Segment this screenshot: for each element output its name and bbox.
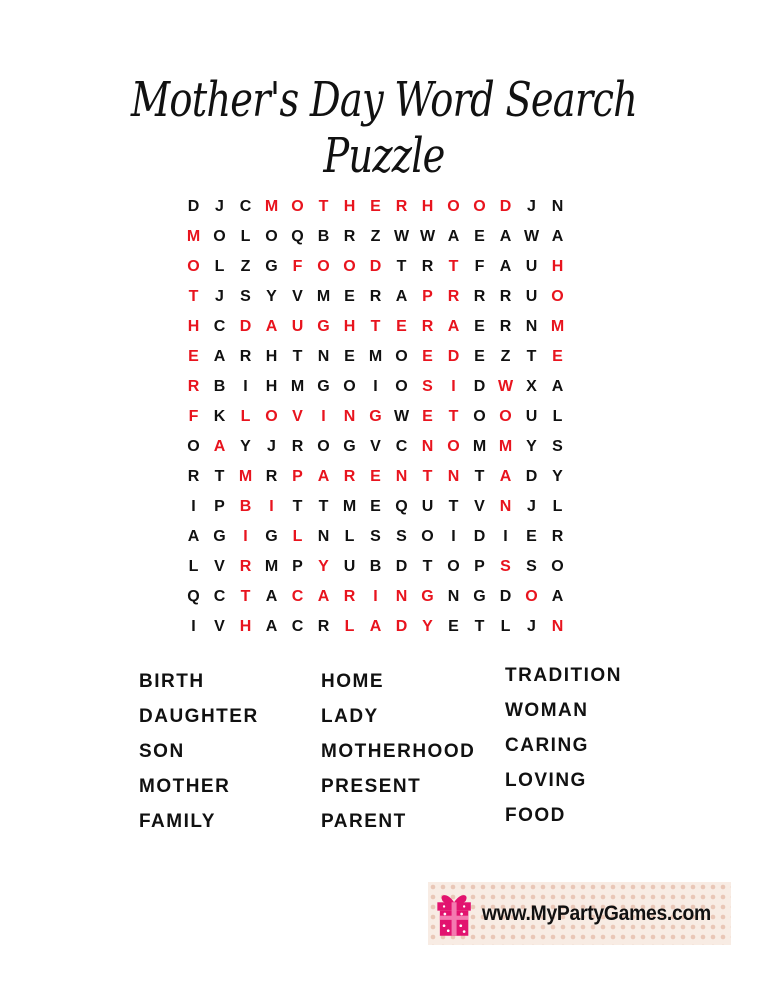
grid-letter-highlighted: T — [240, 588, 252, 605]
grid-letter-highlighted: D — [369, 258, 383, 275]
grid-letter-highlighted: B — [239, 498, 253, 515]
grid-letter: N — [317, 528, 331, 545]
grid-letter: D — [473, 528, 487, 545]
grid-letter-highlighted: Y — [318, 558, 330, 575]
grid-letter-highlighted: O — [265, 408, 279, 425]
grid-letter: T — [292, 348, 304, 365]
grid-letter-highlighted: M — [550, 318, 566, 335]
grid-row — [181, 252, 571, 282]
grid-letter: Z — [370, 228, 382, 245]
grid-letter-highlighted: W — [497, 378, 515, 395]
grid-letter: G — [213, 528, 227, 545]
grid-letter-highlighted: D — [239, 318, 253, 335]
grid-letter: S — [370, 528, 382, 545]
grid-letter: G — [265, 258, 279, 275]
grid-letter: E — [474, 228, 486, 245]
word-item: FAMILY — [139, 811, 216, 832]
word-list-column-1 — [139, 668, 259, 843]
grid-row — [181, 462, 571, 492]
grid-letter: I — [191, 618, 197, 635]
website-banner[interactable] — [428, 882, 731, 945]
grid-letter: C — [291, 618, 305, 635]
grid-letter: T — [448, 498, 460, 515]
grid-letter: S — [240, 288, 252, 305]
grid-letter: G — [343, 438, 357, 455]
grid-letter: F — [474, 258, 486, 275]
grid-letter-highlighted: P — [422, 288, 434, 305]
grid-letter-highlighted: N — [395, 588, 409, 605]
grid-letter-highlighted: E — [370, 198, 382, 215]
grid-row — [181, 582, 571, 612]
grid-letter-highlighted: H — [421, 198, 435, 215]
grid-letter-highlighted: M — [238, 468, 254, 485]
grid-letter: O — [343, 378, 357, 395]
grid-letter: D — [525, 468, 539, 485]
grid-row — [181, 342, 571, 372]
word-item: FOOD — [505, 805, 566, 826]
grid-row — [181, 192, 571, 222]
grid-letter: U — [525, 258, 539, 275]
grid-letter: A — [499, 258, 513, 275]
grid-letter: E — [344, 348, 356, 365]
grid-row — [181, 402, 571, 432]
grid-letter: V — [214, 618, 226, 635]
grid-letter: V — [214, 558, 226, 575]
grid-letter: G — [265, 528, 279, 545]
grid-letter: M — [472, 438, 488, 455]
grid-letter: R — [187, 468, 201, 485]
grid-letter: U — [343, 558, 357, 575]
grid-letter: L — [500, 618, 512, 635]
grid-letter: M — [290, 378, 306, 395]
grid-letter-highlighted: M — [186, 228, 202, 245]
grid-letter-highlighted: A — [369, 618, 383, 635]
grid-letter-highlighted: E — [370, 468, 382, 485]
word-item: WOMAN — [505, 700, 589, 721]
grid-letter: T — [292, 498, 304, 515]
grid-letter: O — [187, 438, 201, 455]
grid-letter-highlighted: S — [422, 378, 434, 395]
grid-letter: L — [552, 498, 564, 515]
grid-letter-highlighted: M — [264, 198, 280, 215]
puzzle-title: Mother's Day Word Search Puzzle — [130, 72, 638, 184]
grid-letter: A — [551, 378, 565, 395]
grid-letter: O — [551, 558, 565, 575]
grid-letter: E — [526, 528, 538, 545]
grid-row — [181, 372, 571, 402]
grid-letter-highlighted: D — [395, 618, 409, 635]
grid-letter: J — [527, 198, 537, 215]
grid-letter-highlighted: N — [395, 468, 409, 485]
grid-letter: O — [265, 228, 279, 245]
grid-row — [181, 282, 571, 312]
grid-letter-highlighted: I — [269, 498, 275, 515]
grid-row — [181, 522, 571, 552]
grid-letter-highlighted: A — [447, 318, 461, 335]
grid-letter: O — [395, 378, 409, 395]
grid-letter: J — [215, 198, 225, 215]
grid-letter: D — [187, 198, 201, 215]
grid-letter-highlighted: R — [343, 588, 357, 605]
grid-letter-highlighted: M — [498, 438, 514, 455]
grid-letter: T — [526, 348, 538, 365]
grid-letter-highlighted: E — [422, 408, 434, 425]
grid-letter-highlighted: T — [318, 198, 330, 215]
grid-letter-highlighted: R — [239, 558, 253, 575]
grid-letter-highlighted: O — [291, 198, 305, 215]
word-item: HOME — [321, 671, 384, 692]
grid-letter-highlighted: I — [373, 588, 379, 605]
grid-letter-highlighted: H — [239, 618, 253, 635]
grid-letter: E — [474, 318, 486, 335]
grid-letter-highlighted: I — [243, 528, 249, 545]
grid-letter: R — [473, 288, 487, 305]
grid-letter: O — [317, 438, 331, 455]
grid-letter: W — [393, 408, 411, 425]
grid-letter-highlighted: E — [188, 348, 200, 365]
grid-letter: O — [421, 528, 435, 545]
grid-letter: A — [551, 588, 565, 605]
grid-letter-highlighted: U — [291, 318, 305, 335]
word-item: LADY — [321, 706, 379, 727]
word-item: SON — [139, 741, 185, 762]
grid-letter-highlighted: V — [292, 408, 304, 425]
grid-letter: G — [473, 588, 487, 605]
grid-letter: I — [503, 528, 509, 545]
grid-letter: X — [526, 378, 538, 395]
grid-letter-highlighted: T — [448, 408, 460, 425]
grid-letter: M — [264, 558, 280, 575]
grid-letter: K — [213, 408, 227, 425]
grid-letter: P — [474, 558, 486, 575]
grid-letter-highlighted: A — [317, 588, 331, 605]
grid-letter: G — [317, 378, 331, 395]
grid-letter: R — [343, 228, 357, 245]
grid-letter-highlighted: A — [213, 438, 227, 455]
grid-letter: L — [240, 228, 252, 245]
word-item: MOTHERHOOD — [321, 741, 476, 762]
grid-letter: I — [451, 528, 457, 545]
grid-letter: A — [499, 228, 513, 245]
grid-letter-highlighted: R — [395, 198, 409, 215]
grid-letter-highlighted: H — [343, 198, 357, 215]
word-list-column-2 — [321, 668, 475, 843]
grid-letter-highlighted: N — [551, 618, 565, 635]
grid-letter: J — [215, 288, 225, 305]
grid-letter: O — [473, 408, 487, 425]
grid-letter-highlighted: L — [240, 408, 252, 425]
grid-letter: J — [267, 438, 277, 455]
word-item: MOTHER — [139, 776, 231, 797]
grid-letter-highlighted: O — [317, 258, 331, 275]
grid-letter-highlighted: A — [265, 318, 279, 335]
grid-letter: A — [187, 528, 201, 545]
grid-letter: Z — [240, 258, 252, 275]
grid-letter: Y — [240, 438, 252, 455]
grid-letter: H — [265, 378, 279, 395]
grid-letter: R — [499, 318, 513, 335]
grid-letter-highlighted: E — [422, 348, 434, 365]
grid-letter-highlighted: N — [421, 438, 435, 455]
grid-letter: E — [474, 348, 486, 365]
grid-letter: Q — [291, 228, 305, 245]
grid-letter: A — [551, 228, 565, 245]
grid-letter: D — [395, 558, 409, 575]
grid-letter: N — [317, 348, 331, 365]
grid-letter: O — [395, 348, 409, 365]
grid-letter-highlighted: P — [292, 468, 304, 485]
grid-letter-highlighted: I — [321, 408, 327, 425]
grid-letter: R — [265, 468, 279, 485]
grid-letter-highlighted: R — [421, 318, 435, 335]
grid-letter: M — [316, 288, 332, 305]
grid-letter: N — [525, 318, 539, 335]
grid-letter: U — [421, 498, 435, 515]
grid-letter: T — [474, 618, 486, 635]
grid-letter-highlighted: F — [292, 258, 304, 275]
grid-letter: D — [473, 378, 487, 395]
word-item: CARING — [505, 735, 589, 756]
grid-letter: J — [527, 498, 537, 515]
grid-row — [181, 222, 571, 252]
grid-letter: U — [525, 288, 539, 305]
grid-letter-highlighted: O — [551, 288, 565, 305]
word-search-grid — [181, 192, 571, 642]
word-item: BIRTH — [139, 671, 205, 692]
grid-letter: T — [396, 258, 408, 275]
word-item: DAUGHTER — [139, 706, 259, 727]
grid-letter: N — [447, 588, 461, 605]
grid-row — [181, 492, 571, 522]
grid-letter: L — [552, 408, 564, 425]
grid-letter-highlighted: F — [188, 408, 200, 425]
grid-letter: R — [239, 348, 253, 365]
grid-letter: T — [214, 468, 226, 485]
grid-letter: T — [474, 468, 486, 485]
grid-letter: M — [342, 498, 358, 515]
grid-letter: B — [369, 558, 383, 575]
grid-letter-highlighted: C — [291, 588, 305, 605]
grid-letter-highlighted: R — [343, 468, 357, 485]
grid-letter-highlighted: T — [422, 468, 434, 485]
grid-letter: R — [499, 288, 513, 305]
grid-row — [181, 312, 571, 342]
grid-letter: R — [369, 288, 383, 305]
grid-letter-highlighted: S — [500, 558, 512, 575]
word-list-column-3 — [505, 662, 622, 837]
grid-letter-highlighted: H — [187, 318, 201, 335]
grid-letter: L — [188, 558, 200, 575]
grid-letter: S — [396, 528, 408, 545]
grid-letter-highlighted: E — [396, 318, 408, 335]
grid-letter-highlighted: N — [499, 498, 513, 515]
grid-letter: V — [292, 288, 304, 305]
grid-letter: A — [265, 618, 279, 635]
grid-letter: L — [344, 528, 356, 545]
grid-letter-highlighted: O — [473, 198, 487, 215]
grid-letter-highlighted: D — [499, 198, 513, 215]
grid-letter: M — [368, 348, 384, 365]
gift-box-icon — [434, 886, 474, 942]
word-item: LOVING — [505, 770, 587, 791]
grid-letter: O — [213, 228, 227, 245]
grid-letter: E — [370, 498, 382, 515]
grid-letter-highlighted: I — [451, 378, 457, 395]
grid-letter: R — [421, 258, 435, 275]
grid-letter: A — [447, 228, 461, 245]
grid-letter-highlighted: R — [187, 378, 201, 395]
grid-letter: A — [213, 348, 227, 365]
grid-letter: W — [393, 228, 411, 245]
grid-letter: A — [265, 588, 279, 605]
grid-letter: Y — [266, 288, 278, 305]
grid-letter: H — [265, 348, 279, 365]
grid-letter: S — [526, 558, 538, 575]
grid-letter: E — [344, 288, 356, 305]
grid-letter: O — [447, 558, 461, 575]
grid-letter: I — [191, 498, 197, 515]
word-item: PARENT — [321, 811, 407, 832]
grid-letter: C — [213, 588, 227, 605]
grid-letter: Y — [552, 468, 564, 485]
grid-letter: V — [370, 438, 382, 455]
grid-letter-highlighted: E — [552, 348, 564, 365]
grid-letter: P — [292, 558, 304, 575]
grid-letter: D — [499, 588, 513, 605]
grid-letter: R — [317, 618, 331, 635]
grid-letter: I — [243, 378, 249, 395]
grid-row — [181, 612, 571, 642]
grid-letter-highlighted: G — [369, 408, 383, 425]
grid-letter-highlighted: H — [343, 318, 357, 335]
grid-letter-highlighted: T — [370, 318, 382, 335]
grid-letter-highlighted: A — [499, 468, 513, 485]
grid-letter-highlighted: N — [447, 468, 461, 485]
grid-letter-highlighted: O — [343, 258, 357, 275]
grid-letter-highlighted: L — [344, 618, 356, 635]
grid-letter: N — [551, 198, 565, 215]
grid-letter: W — [419, 228, 437, 245]
grid-letter-highlighted: O — [499, 408, 513, 425]
grid-letter: T — [318, 498, 330, 515]
word-item: TRADITION — [505, 665, 622, 686]
grid-letter-highlighted: Y — [422, 618, 434, 635]
website-link[interactable]: www.MyPartyGames.com — [482, 901, 712, 925]
grid-letter-highlighted: A — [317, 468, 331, 485]
grid-letter: I — [373, 378, 379, 395]
grid-letter: U — [525, 408, 539, 425]
grid-letter-highlighted: T — [448, 258, 460, 275]
grid-letter: Y — [526, 438, 538, 455]
word-item: PRESENT — [321, 776, 422, 797]
grid-letter: T — [422, 558, 434, 575]
grid-letter: C — [239, 198, 253, 215]
grid-letter-highlighted: O — [525, 588, 539, 605]
grid-letter-highlighted: D — [447, 348, 461, 365]
grid-letter: R — [291, 438, 305, 455]
grid-letter-highlighted: G — [317, 318, 331, 335]
grid-letter-highlighted: H — [551, 258, 565, 275]
grid-letter: C — [395, 438, 409, 455]
grid-letter-highlighted: T — [188, 288, 200, 305]
grid-letter: A — [395, 288, 409, 305]
grid-letter: Q — [395, 498, 409, 515]
grid-letter: E — [448, 618, 460, 635]
grid-letter-highlighted: O — [447, 438, 461, 455]
grid-letter: J — [527, 618, 537, 635]
grid-letter: P — [214, 498, 226, 515]
grid-row — [181, 432, 571, 462]
grid-letter: S — [552, 438, 564, 455]
grid-letter: C — [213, 318, 227, 335]
grid-letter: R — [551, 528, 565, 545]
grid-letter-highlighted: G — [421, 588, 435, 605]
grid-letter-highlighted: O — [447, 198, 461, 215]
grid-letter: Q — [187, 588, 201, 605]
grid-letter: L — [214, 258, 226, 275]
grid-row — [181, 552, 571, 582]
grid-letter-highlighted: R — [447, 288, 461, 305]
grid-letter: B — [317, 228, 331, 245]
grid-letter-highlighted: L — [292, 528, 304, 545]
grid-letter: Z — [500, 348, 512, 365]
grid-letter: W — [523, 228, 541, 245]
grid-letter: B — [213, 378, 227, 395]
grid-letter-highlighted: O — [187, 258, 201, 275]
grid-letter: V — [474, 498, 486, 515]
grid-letter-highlighted: N — [343, 408, 357, 425]
